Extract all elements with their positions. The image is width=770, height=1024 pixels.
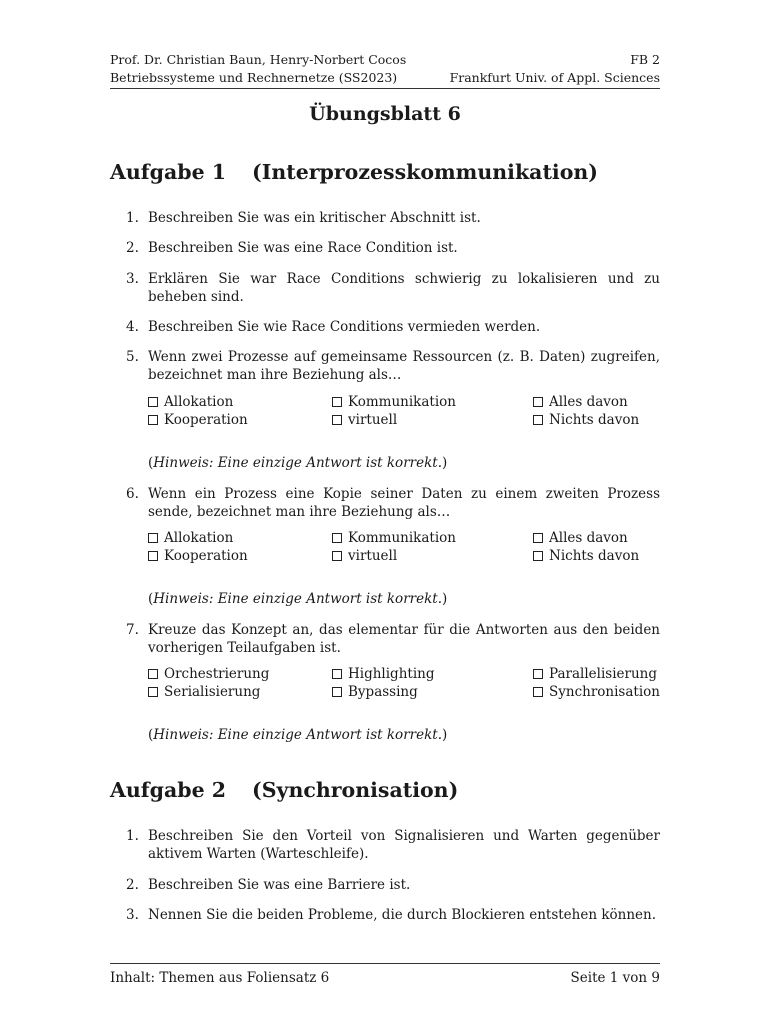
- option-label: Allokation: [164, 394, 234, 410]
- checkbox-icon[interactable]: [332, 669, 342, 679]
- q7-option-highlighting[interactable]: [332, 666, 434, 682]
- item-number: 5.: [126, 349, 139, 365]
- header-authors: Prof. Dr. Christian Baun, Henry-Norbert Cocos: [110, 52, 407, 67]
- q6-option-nichts-davon[interactable]: [533, 548, 639, 564]
- task-1-label: Aufgabe 1: [110, 160, 227, 184]
- task-2-heading: [110, 778, 458, 802]
- question-text: Kreuze das Konzept an, das elementar für die Antworten aus den beiden vorherigen Teilaufgaben ist.: [148, 622, 660, 656]
- q6-option-kooperation[interactable]: [148, 548, 248, 564]
- item-number: 3.: [126, 271, 139, 287]
- footer: [110, 970, 660, 986]
- footer-divider: [110, 963, 660, 964]
- checkbox-icon[interactable]: [332, 533, 342, 543]
- question-text: Wenn zwei Prozesse auf gemeinsame Ressourcen (z. B. Daten) zugreifen, bezeichnet man ihre Beziehung als…: [148, 349, 660, 383]
- hint-paren-close: ): [441, 455, 448, 471]
- q6-option-allokation[interactable]: [148, 530, 233, 546]
- task-2-question-1: [110, 827, 660, 863]
- option-label: Alles davon: [549, 394, 628, 410]
- q5-option-nichts-davon[interactable]: [533, 412, 639, 428]
- question-text: Beschreiben Sie was eine Race Condition ist.: [148, 240, 458, 256]
- task-1-question-3: [110, 270, 660, 306]
- question-text: Beschreiben Sie was ein kritischer Abschnitt ist.: [148, 210, 481, 226]
- option-label: virtuell: [348, 412, 398, 428]
- checkbox-icon[interactable]: [332, 415, 342, 425]
- option-label: Alles davon: [549, 530, 628, 546]
- hint-paren-open: (: [148, 455, 154, 471]
- option-label: Parallelisierung: [549, 666, 658, 682]
- checkbox-icon[interactable]: [148, 533, 158, 543]
- q7-hint: [148, 727, 447, 743]
- hint-text: Hinweis: Eine einzige Antwort ist korrekt.: [153, 455, 442, 471]
- item-number: 4.: [126, 319, 139, 335]
- hint-text: Hinweis: Eine einzige Antwort ist korrekt.: [153, 727, 442, 743]
- item-number: 2.: [126, 877, 139, 893]
- task-1-question-7: [110, 621, 660, 657]
- sheet-title: Übungsblatt 6: [309, 103, 461, 125]
- task-1-topic: (Interprozesskommunikation): [252, 160, 598, 184]
- checkbox-icon[interactable]: [148, 397, 158, 407]
- checkbox-icon[interactable]: [533, 687, 543, 697]
- q5-option-alles-davon[interactable]: [533, 394, 628, 410]
- checkbox-icon[interactable]: [533, 669, 543, 679]
- option-label: Serialisierung: [164, 684, 261, 700]
- q5-option-virtuell[interactable]: [332, 412, 397, 428]
- q5-hint: [148, 455, 447, 471]
- option-label: Kooperation: [164, 548, 248, 564]
- item-number: 6.: [126, 486, 139, 502]
- option-label: Nichts davon: [549, 548, 640, 564]
- checkbox-icon[interactable]: [533, 533, 543, 543]
- q5-option-kooperation[interactable]: [148, 412, 248, 428]
- checkbox-icon[interactable]: [533, 551, 543, 561]
- hint-text: Hinweis: Eine einzige Antwort ist korrekt.: [153, 591, 442, 607]
- option-label: Kommunikation: [348, 530, 456, 546]
- header-divider: [110, 88, 660, 89]
- option-label: Kooperation: [164, 412, 248, 428]
- question-text: Beschreiben Sie was eine Barriere ist.: [148, 877, 411, 893]
- checkbox-icon[interactable]: [148, 415, 158, 425]
- hint-paren-close: ): [441, 727, 448, 743]
- checkbox-icon[interactable]: [332, 397, 342, 407]
- q6-option-virtuell[interactable]: [332, 548, 397, 564]
- question-text: Nennen Sie die beiden Probleme, die durch Blockieren entstehen können.: [148, 907, 657, 923]
- option-label: Kommunikation: [348, 394, 456, 410]
- item-number: 7.: [126, 622, 139, 638]
- option-label: Bypassing: [348, 684, 418, 700]
- item-number: 1.: [126, 210, 139, 226]
- q6-option-kommunikation[interactable]: [332, 530, 456, 546]
- header-course: Betriebssysteme und Rechnernetze (SS2023): [110, 70, 398, 85]
- checkbox-icon[interactable]: [148, 551, 158, 561]
- task-2-topic: (Synchronisation): [252, 778, 459, 802]
- q7-option-synchronisation[interactable]: [533, 684, 660, 700]
- header-row-1: [110, 52, 660, 67]
- option-label: Synchronisation: [549, 684, 660, 700]
- q7-option-orchestrierung[interactable]: [148, 666, 269, 682]
- question-text: Beschreiben Sie den Vorteil von Signalisieren und Warten gegenüber aktivem Warten (Warteschleife).: [148, 828, 660, 862]
- hint-paren-open: (: [148, 591, 154, 607]
- task-1-heading: [110, 160, 598, 184]
- task-2-question-3: [110, 906, 660, 924]
- checkbox-icon[interactable]: [148, 669, 158, 679]
- q6-hint: [148, 591, 447, 607]
- option-label: Allokation: [164, 530, 234, 546]
- option-label: Highlighting: [348, 666, 435, 682]
- item-number: 1.: [126, 828, 139, 844]
- hint-paren-close: ): [441, 591, 448, 607]
- option-label: Nichts davon: [549, 412, 640, 428]
- q5-option-kommunikation[interactable]: [332, 394, 456, 410]
- checkbox-icon[interactable]: [533, 397, 543, 407]
- task-1-question-2: [110, 239, 660, 257]
- task-1-question-4: [110, 318, 660, 336]
- item-number: 3.: [126, 907, 139, 923]
- q7-option-serialisierung[interactable]: [148, 684, 260, 700]
- q5-option-allokation[interactable]: [148, 394, 233, 410]
- header-university: Frankfurt Univ. of Appl. Sciences: [449, 70, 660, 85]
- option-label: Orchestrierung: [164, 666, 270, 682]
- question-text: Wenn ein Prozess eine Kopie seiner Daten zu einem zweiten Prozess sende, bezeichnet man ihre Beziehung als…: [148, 486, 660, 520]
- q7-option-parallelisierung[interactable]: [533, 666, 657, 682]
- checkbox-icon[interactable]: [332, 687, 342, 697]
- question-text: Erklären Sie war Race Conditions schwierig zu lokalisieren und zu beheben sind.: [148, 271, 660, 305]
- task-2-label: Aufgabe 2: [110, 778, 227, 802]
- task-1-question-5: [110, 348, 660, 384]
- checkbox-icon[interactable]: [148, 687, 158, 697]
- checkbox-icon[interactable]: [332, 551, 342, 561]
- task-1-question-1: [110, 209, 660, 227]
- task-2-question-2: [110, 876, 660, 894]
- checkbox-icon[interactable]: [533, 415, 543, 425]
- question-text: Beschreiben Sie wie Race Conditions vermieden werden.: [148, 319, 541, 335]
- exercise-sheet-page: [110, 0, 660, 1024]
- q7-option-bypassing[interactable]: [332, 684, 418, 700]
- footer-content-note: Inhalt: Themen aus Foliensatz 6: [110, 970, 330, 986]
- page-number: Seite 1 von 9: [570, 970, 660, 986]
- item-number: 2.: [126, 240, 139, 256]
- header-row-2: [110, 70, 660, 85]
- q6-option-alles-davon[interactable]: [533, 530, 628, 546]
- task-1-question-6: [110, 485, 660, 521]
- option-label: virtuell: [348, 548, 398, 564]
- hint-paren-open: (: [148, 727, 154, 743]
- header-department: FB 2: [630, 52, 660, 67]
